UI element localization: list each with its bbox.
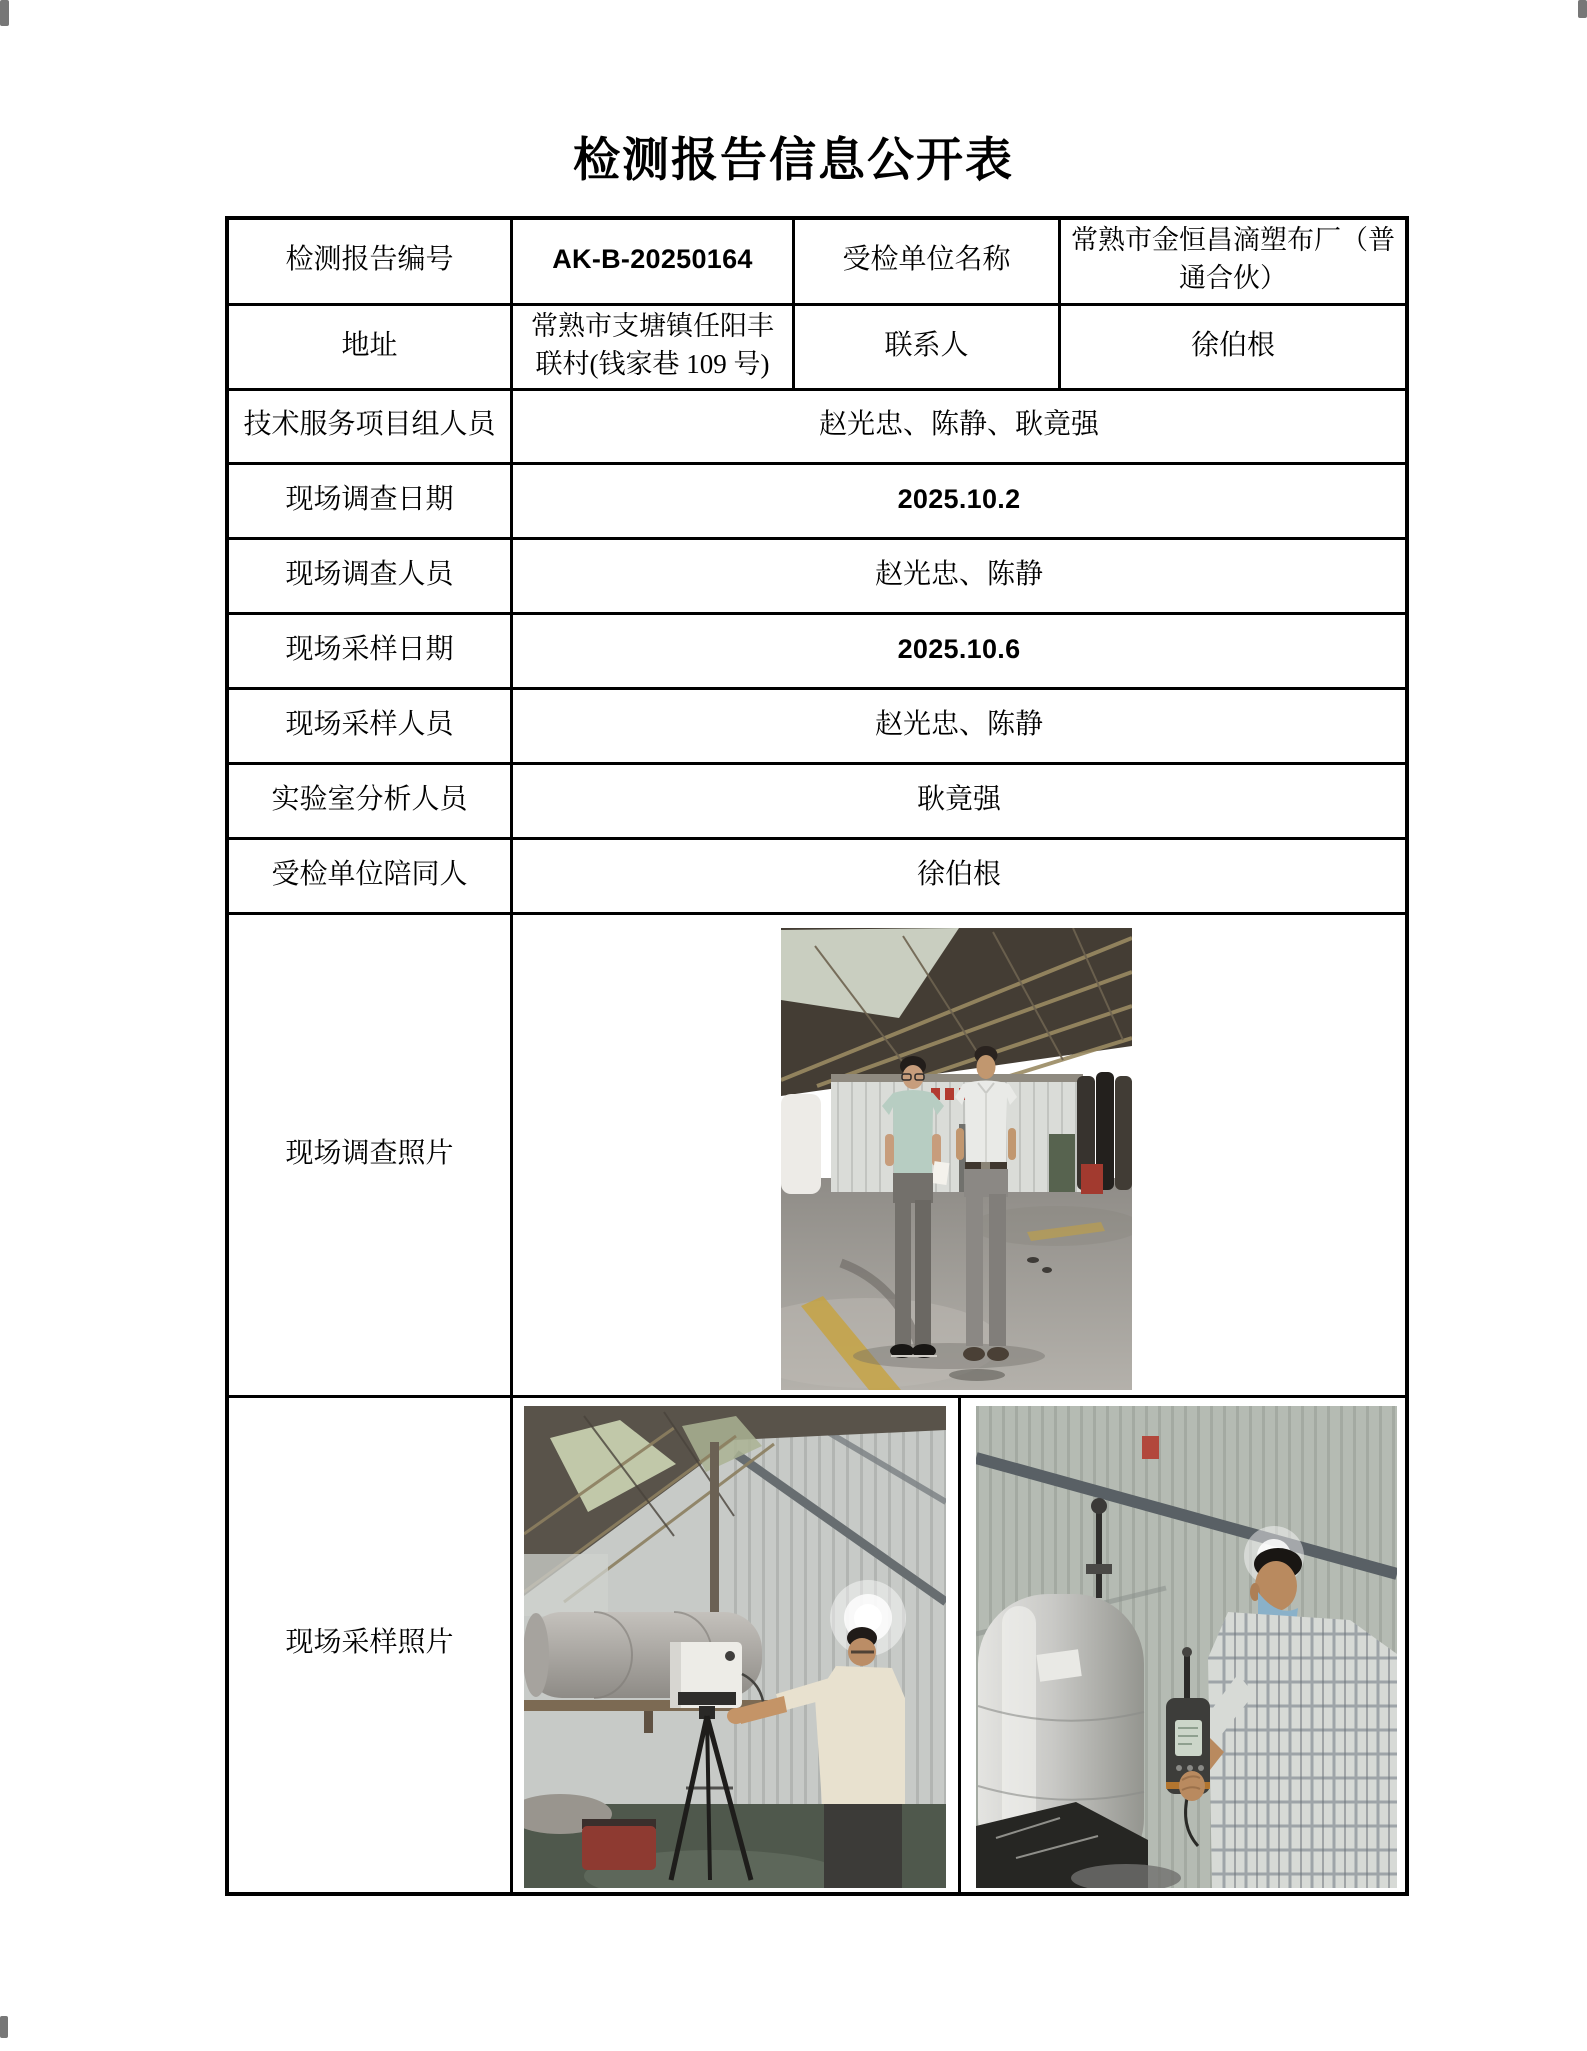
survey-staff-value: 赵光忠、陈静 [874, 558, 1043, 590]
escort-value: 徐伯根 [916, 858, 1001, 890]
escort-label: 受检单位陪同人 [271, 858, 468, 890]
grid-line-v [1058, 220, 1061, 390]
survey-staff-label: 现场调查人员 [285, 558, 454, 590]
contact-value: 徐伯根 [1190, 329, 1275, 361]
page-title: 检测报告信息公开表 [573, 135, 1014, 187]
grid-line-v [510, 220, 513, 1892]
sampling-tripod-photo [524, 1406, 946, 1888]
report-no-value: AK-B-20250164 [552, 244, 753, 275]
survey-date-value: 2025.10.2 [897, 483, 1021, 514]
lab-analyst-label: 实验室分析人员 [271, 783, 468, 815]
survey-photo [781, 928, 1132, 1390]
sampling-photo-label: 现场采样照片 [285, 1627, 454, 1659]
sampling-photo-right [976, 1406, 1397, 1888]
handheld-meter-photo [976, 1406, 1397, 1888]
scan-artifact [1578, 0, 1587, 18]
sampling-staff-value: 赵光忠、陈静 [874, 708, 1043, 740]
site-survey-photo [781, 928, 1132, 1390]
unit-name-label: 受检单位名称 [842, 244, 1011, 276]
scan-artifact [0, 2016, 8, 2038]
address-value: 常熟市支塘镇任阳丰联村(钱家巷 109 号) [531, 310, 774, 379]
report-no-label: 检测报告编号 [285, 244, 454, 276]
scan-artifact [0, 0, 9, 26]
address-label: 地址 [341, 329, 398, 361]
sampling-date-value: 2025.10.6 [897, 633, 1021, 664]
team-label: 技术服务项目组人员 [243, 409, 496, 441]
survey-photo-label: 现场调查照片 [285, 1137, 454, 1169]
sampling-date-label: 现场采样日期 [285, 633, 454, 665]
sampling-photo-left [524, 1406, 946, 1888]
survey-date-label: 现场调查日期 [285, 483, 454, 515]
sampling-staff-label: 现场采样人员 [285, 708, 454, 740]
contact-label: 联系人 [884, 329, 969, 361]
lab-analyst-value: 耿竟强 [916, 783, 1001, 815]
grid-line-v [958, 1395, 961, 1892]
team-value: 赵光忠、陈静、耿竟强 [818, 409, 1099, 441]
unit-name-value: 常熟市金恒昌滴塑布厂（普通合伙） [1071, 225, 1395, 293]
grid-line-v [792, 220, 795, 390]
